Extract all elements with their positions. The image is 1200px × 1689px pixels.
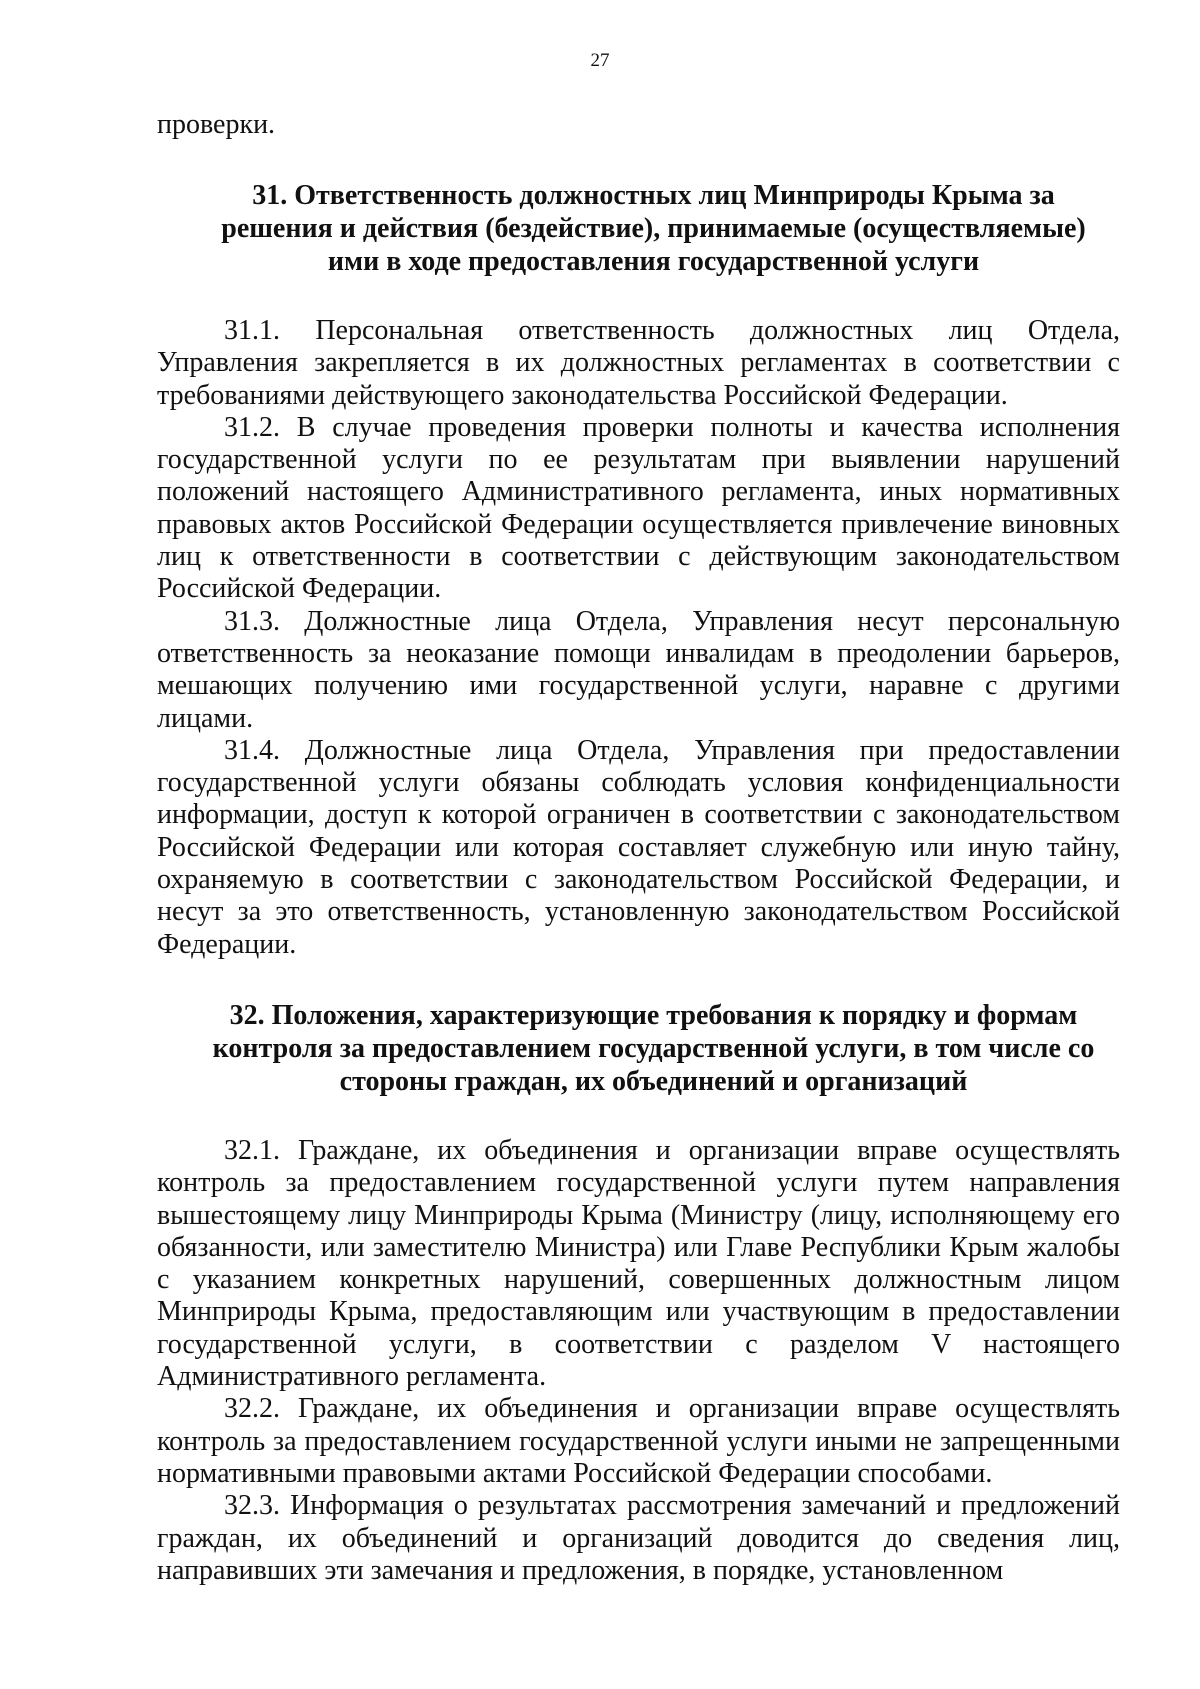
- paragraph-31-3: 31.3. Должностные лица Отдела, Управления несут персональную ответственность за неоказание помощи инвалидам в преодолении барьеров, мешающих получению ими государственной услуги, наравне с другими лицами.: [157, 605, 1120, 734]
- paragraph-31-4: 31.4. Должностные лица Отдела, Управления при предоставлении государственной услуги обязаны соблюдать условия конфиденциальности информации, доступ к которой ограничен в соответствии с законодательством Российской Федерации или которая составляет служебную или иную тайну, охраняемую в соответствии с законодательством Российской Федерации, и несут за это ответственность, установленную законодательством Российской Федерации.: [157, 734, 1120, 960]
- paragraph-32-2: 32.2. Граждане, их объединения и организации вправе осуществлять контроль за предоставлением государственной услуги иными не запрещенными нормативными правовыми актами Российской Федерации способами.: [157, 1393, 1120, 1489]
- paragraph-32-3: 32.3. Информация о результатах рассмотрения замечаний и предложений граждан, их объединений и организаций доводится до сведения лиц, направивших эти замечания и предложения, в порядке, установленном: [157, 1490, 1120, 1586]
- paragraph-32-1: 32.1. Граждане, их объединения и организации вправе осуществлять контроль за предоставлением государственной услуги путем направления вышестоящему лицу Минприроды Крыма (Министру (лицу, исполняющему его обязанности, или заместителю Министра) или Главе Республики Крым жалобы с указанием конкретных нарушений, совершенных должностным лицом Минприроды Крыма, предоставляющим или участвующим в предоставлении государственной услуги, в соответствии с разделом V настоящего Административного регламента.: [157, 1134, 1120, 1393]
- carryover-text: проверки.: [157, 109, 276, 140]
- paragraph-31-1: 31.1. Персональная ответственность должностных лиц Отдела, Управления закрепляется в их должностных регламентах в соответствии с требованиями действующего законодательства Российской Федерации.: [157, 315, 1120, 411]
- paragraph-31-2: 31.2. В случае проведения проверки полноты и качества исполнения государственной услуги по ее результатам при выявлении нарушений положений настоящего Административного регламента, иных нормативных правовых актов Российской Федерации осуществляется привлечение виновных лиц к ответственности в соответствии с действующим законодательством Российской Федерации.: [157, 411, 1120, 605]
- section-32-heading: 32. Положения, характеризующие требования к порядку и формам контроля за предоставлением государственной услуги, в том числе со стороны граждан, их объединений и организаций: [212, 999, 1095, 1097]
- document-body: [157, 108, 1120, 1587]
- page-number: 27: [590, 50, 610, 71]
- section-31-heading: 31. Ответственность должностных лиц Минприроды Крыма за решения и действия (бездействие), принимаемые (осуществляемые) ими в ходе предоставления государственной услуги: [221, 180, 1086, 277]
